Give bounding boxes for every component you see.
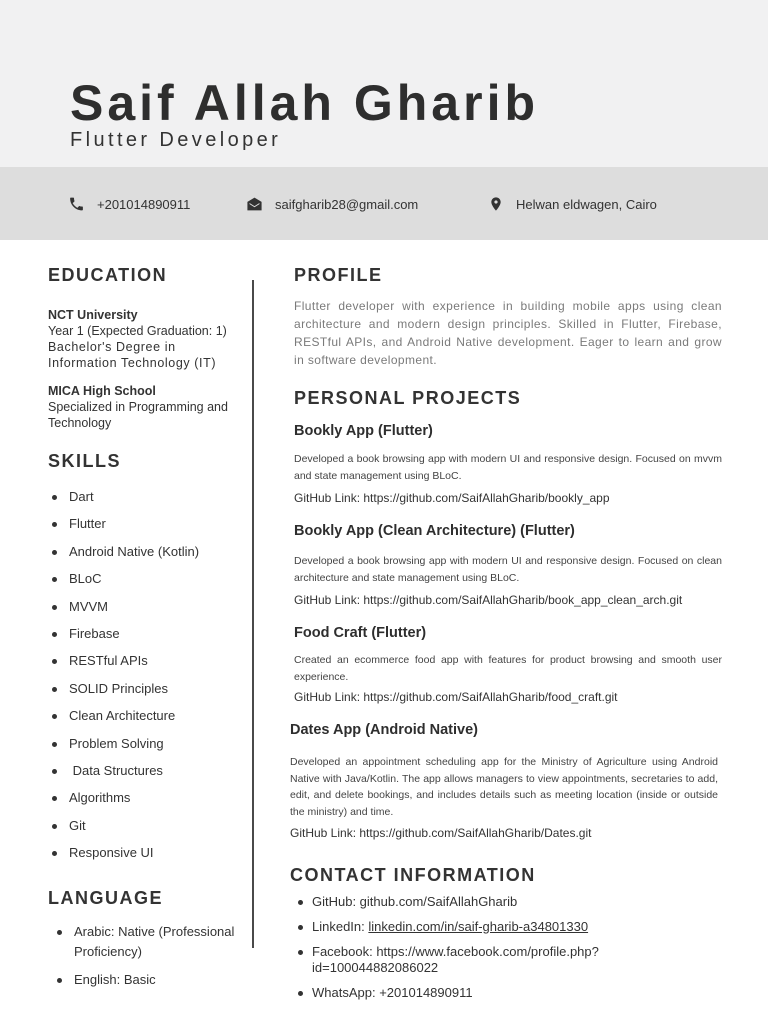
projects-heading: PERSONAL PROJECTS <box>294 388 522 408</box>
school-name: NCT University <box>48 308 138 322</box>
education-line: Specialized in Programming and <box>48 400 228 414</box>
education-entry-1 <box>48 307 227 371</box>
education-entry-2 <box>48 383 244 431</box>
project-link[interactable]: GitHub Link: https://github.com/SaifAllahGharib/bookly_app <box>294 491 610 505</box>
list-item: Android Native (Kotlin) <box>48 543 199 570</box>
list-item: Firebase <box>48 625 199 652</box>
contact-heading: CONTACT INFORMATION <box>290 865 536 885</box>
profile-heading: PROFILE <box>294 265 383 285</box>
email-text[interactable]: saifgharib28@gmail.com <box>275 196 419 212</box>
contact-phone <box>68 194 190 214</box>
contact-facebook[interactable]: Facebook: https://www.facebook.com/profile.php?id=100044882086022 <box>294 944 652 976</box>
list-item: English: Basic <box>52 970 248 990</box>
project-description: Developed a book browsing app with modern UI and responsive design. Focused on clean architecture and state management using BLoC. <box>294 555 722 584</box>
contact-email <box>246 194 418 214</box>
mail-icon <box>246 196 263 212</box>
list-item: Clean Architecture <box>48 707 199 734</box>
education-line: Bachelor's Degree in <box>48 340 176 354</box>
project-title: Bookly App (Flutter) <box>294 423 433 439</box>
project-link[interactable]: GitHub Link: https://github.com/SaifAllahGharib/Dates.git <box>290 826 592 840</box>
list-item: BLoC <box>48 570 199 597</box>
skills-heading: SKILLS <box>48 451 122 471</box>
education-line: Information Technology (IT) <box>48 356 217 370</box>
list-item: SOLID Principles <box>48 680 199 707</box>
linkedin-label: LinkedIn: <box>312 919 369 934</box>
project-description: Developed a book browsing app with modern UI and responsive design. Focused on mvvm and state management using BLoC. <box>294 453 722 482</box>
language-list <box>52 922 248 998</box>
project-title: Food Craft (Flutter) <box>294 625 427 641</box>
linkedin-link[interactable]: linkedin.com/in/saif-gharib-a34801330 <box>368 919 589 934</box>
column-divider <box>252 280 254 948</box>
language-heading: LANGUAGE <box>48 888 163 908</box>
phone-text: +201014890911 <box>97 196 191 212</box>
list-item: RESTful APIs <box>48 652 199 679</box>
candidate-name: Saif Allah Gharib <box>70 75 540 131</box>
project-title: Dates App (Android Native) <box>290 722 478 738</box>
project-link[interactable]: GitHub Link: https://github.com/SaifAllahGharib/food_craft.git <box>294 690 618 704</box>
list-item: Data Structures <box>48 762 199 789</box>
project-link[interactable]: GitHub Link: https://github.com/SaifAllahGharib/book_app_clean_arch.git <box>294 593 683 607</box>
profile-text: Flutter developer with experience in building mobile apps using clean architecture and modern design principles. Skilled in Flutter, Firebase, RESTful APIs, and Android Native development. Eager to learn and grow in software development. <box>294 299 722 367</box>
project-description: Developed an appointment scheduling app for the Ministry of Agriculture using Android Native with Java/Kotlin. The app allows managers to view appointments, secretaries to add, edit, and delete bookings, and includes details such as meeting location (inside or outside the ministry) and time. <box>290 756 718 818</box>
education-line: Technology <box>48 416 112 430</box>
contact-github[interactable]: GitHub: github.com/SaifAllahGharib <box>294 894 714 910</box>
school-name: MICA High School <box>48 384 156 398</box>
list-item: Git <box>48 817 199 844</box>
education-heading: EDUCATION <box>48 265 168 285</box>
skills-list <box>48 488 199 871</box>
list-item: Arabic: Native (Professional Proficiency) <box>52 922 248 962</box>
phone-icon <box>68 195 85 213</box>
list-item: MVVM <box>48 598 199 625</box>
contact-list <box>294 894 714 1010</box>
list-item: Responsive UI <box>48 844 199 871</box>
contact-linkedin <box>294 919 714 935</box>
list-item: Algorithms <box>48 789 199 816</box>
location-text: Helwan eldwagen, Cairo <box>516 196 657 212</box>
education-line: Year 1 (Expected Graduation: 1) <box>48 324 227 338</box>
project-description: Created an ecommerce food app with features for product browsing and smooth user experience. <box>294 654 722 683</box>
list-item: Flutter <box>48 515 199 542</box>
location-pin-icon <box>488 195 504 213</box>
project-title: Bookly App (Clean Architecture) (Flutter) <box>294 523 575 539</box>
list-item: Dart <box>48 488 199 515</box>
list-item: Problem Solving <box>48 735 199 762</box>
contact-location <box>488 194 657 214</box>
contact-whatsapp[interactable]: WhatsApp: +201014890911 <box>294 985 714 1001</box>
candidate-role: Flutter Developer <box>70 129 282 151</box>
